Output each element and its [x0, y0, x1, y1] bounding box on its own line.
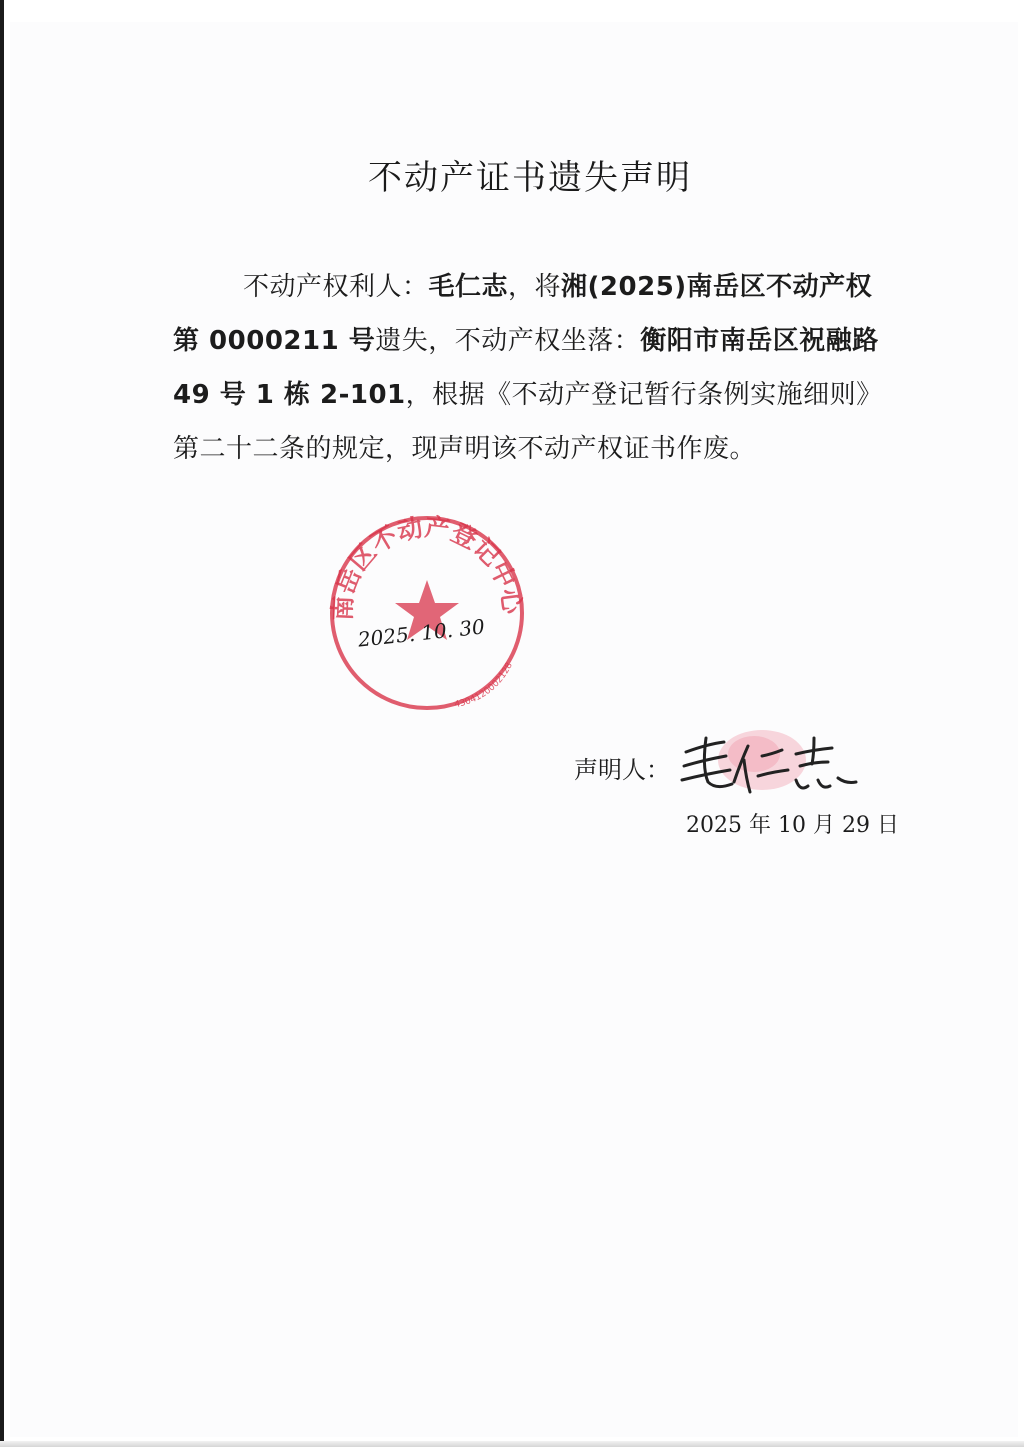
owner-name: 毛仁志 — [428, 272, 509, 302]
signature — [672, 720, 872, 810]
body-text: 不动产权利人： — [243, 272, 429, 302]
seal-code-path: 4304120002128 — [453, 661, 515, 711]
seal-text-path: 南岳区不动产登记中心 — [327, 512, 527, 622]
certificate-number: 第 0000211 号 — [173, 326, 376, 356]
body-text: ，将 — [508, 272, 562, 302]
body-line-2 — [173, 320, 879, 357]
scan-edge — [0, 0, 4, 1447]
body-line-1 — [243, 266, 872, 303]
certificate-prefix: 湘(2025)南岳区不动产权 — [561, 272, 873, 302]
property-address: 49 号 1 栋 2-101 — [173, 380, 406, 410]
body-line-4: 第二十二条的规定，现声明该不动产权证书作废。 — [173, 434, 757, 464]
body-line-3 — [173, 374, 883, 411]
body-text: ，根据《不动产登记暂行条例实施细则》 — [405, 380, 883, 410]
declarant-label: 声明人： — [574, 756, 670, 784]
document-title: 不动产证书遗失声明 — [368, 158, 692, 198]
seal-code — [454, 661, 515, 710]
body-text: 遗失，不动产权坐落： — [375, 326, 641, 356]
scan-edge-bottom — [0, 1441, 1024, 1447]
handwritten-date: 2025. 10. 30 — [356, 614, 486, 652]
property-location: 衡阳市南岳区祝融路 — [640, 326, 879, 356]
official-seal — [322, 508, 532, 718]
declaration-date: 2025 年 10 月 29 日 — [686, 813, 899, 838]
